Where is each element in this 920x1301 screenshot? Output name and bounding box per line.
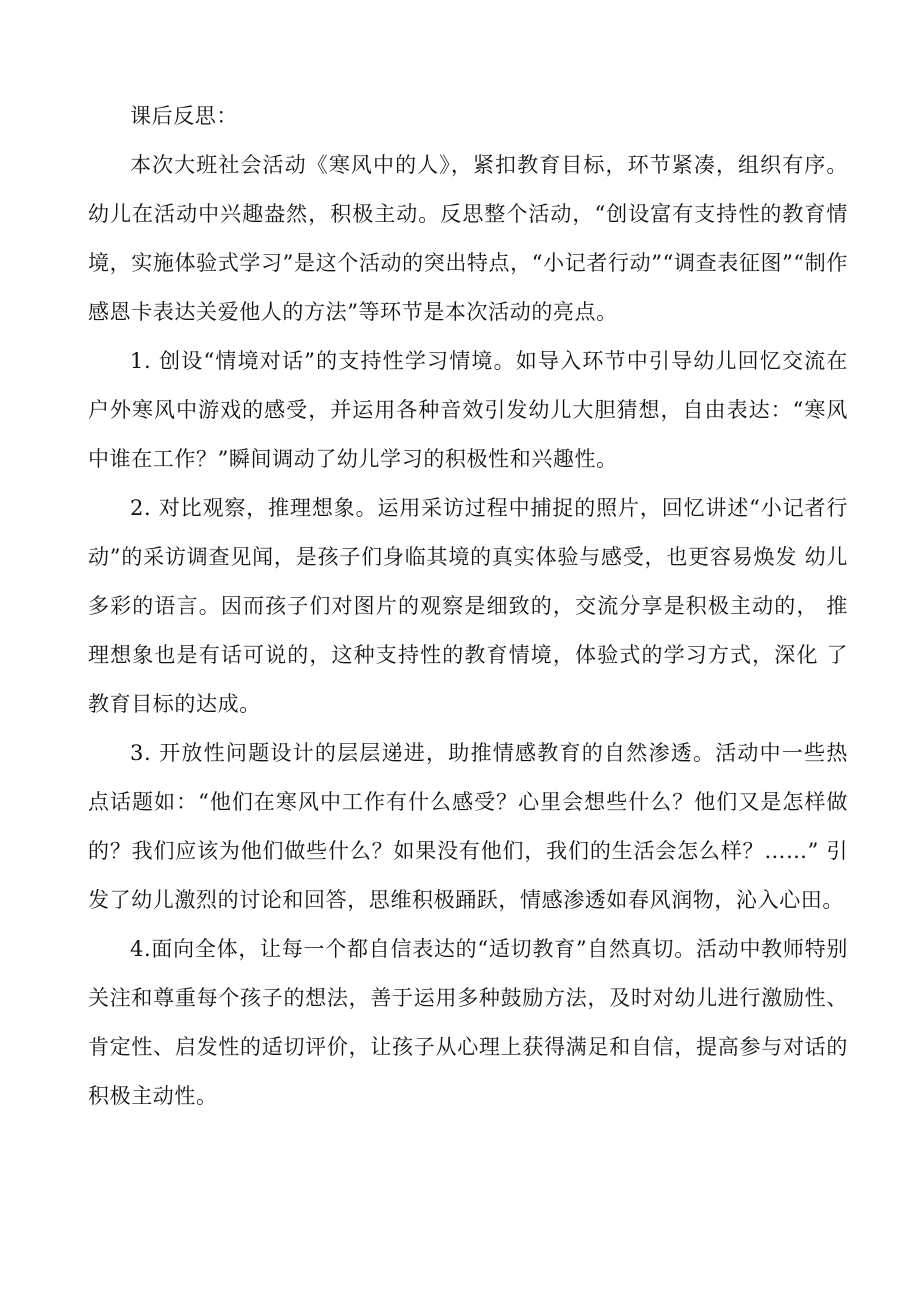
paragraph-point-4: 4.面向全体，让每一个都自信表达的“适切教育”自然真切。活动中教师特别关注和尊重每个孩子的想法，善于运用多种鼓励方法，及时对幼儿进行激励性、肯定性、启发性的适切评价，让孩子从心理上获得满足和自信，提高参与对话的积极主动性。 xyxy=(88,937,848,1108)
section-heading: 课后反思： xyxy=(130,104,238,128)
paragraph-intro: 本次大班社会活动《寒风中的人》，紧扣教育目标，环节紧凑，组织有序。幼儿在活动中兴趣盎然，积极主动。反思整个活动，“创设富有支持性的教育情境，实施体验式学习”是这个活动的突出特点，“小记者行动”“调查表征图”“制作感恩卡表达关爱他人的方法”等环节是本次活动的亮点。 xyxy=(88,153,848,324)
document-body xyxy=(88,92,848,1121)
paragraph-point-1: 1. 创设“情境对话”的支持性学习情境。如导入环节中引导幼儿回忆交流在户外寒风中游戏的感受，并运用各种音效引发幼儿大胆猜想，自由表达：“寒风中谁在工作？”瞬间调动了幼儿学习的积极性和兴趣性。 xyxy=(88,349,848,471)
paragraph-point-2: 2. 对比观察，推理想象。运用采访过程中捕捉的照片，回忆讲述“小记者行动”的采访调查见闻，是孩子们身临其境的真实体验与感受，也更容易焕发 幼儿多彩的语言。因而孩子们对图片的观察是细致的，交流分享是积极主动的， 推理想象也是有话可说的，这种支持性的教育情境，体验式的学习方式，深化 了教育目标的达成。 xyxy=(88,496,848,716)
paragraph-point-3: 3. 开放性问题设计的层层递进，助推情感教育的自然渗透。活动中一些热点话题如：“他们在寒风中工作有什么感受？心里会想些什么？他们又是怎样做的？我们应该为他们做些什么？如果没有他们，我们的生活会怎么样？……” 引发了幼儿激烈的讨论和回答，思维积极踊跃，情感渗透如春风润物，沁入心田。 xyxy=(88,741,848,912)
